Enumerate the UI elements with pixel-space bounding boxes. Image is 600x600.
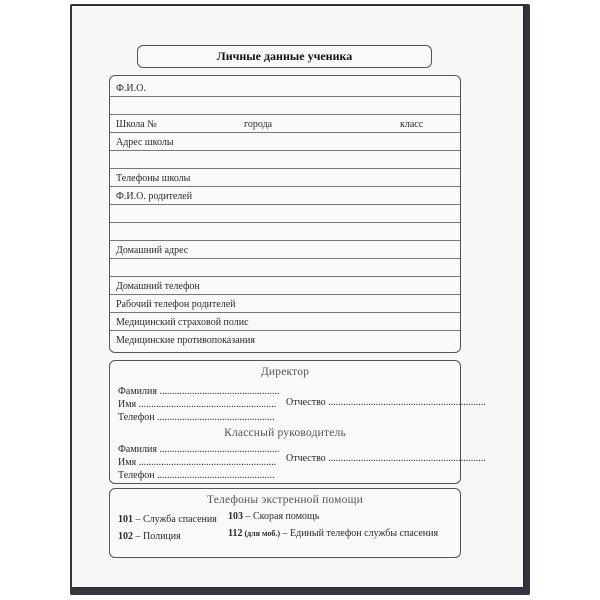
parents-fio-label: Ф.И.О. родителей (116, 191, 193, 202)
blank-row (110, 222, 460, 241)
blank-row (110, 258, 460, 277)
teacher-title: Классный руководитель (224, 427, 346, 439)
fio-label: Ф.И.О. (116, 83, 146, 94)
teacher-name: Имя ....................................................... (118, 457, 277, 468)
page-title: Личные данные ученика (137, 45, 432, 68)
blank-row (110, 204, 460, 223)
school-phones-label: Телефоны школы (116, 173, 191, 184)
insurance-row (110, 312, 460, 331)
insurance-label: Медицинский страховой полис (116, 317, 249, 328)
director-patronymic: Отчество ............................................................... (286, 397, 486, 408)
contraindications-row (110, 330, 460, 348)
director-surname: Фамилия ................................................ (118, 386, 280, 397)
school-no-label: Школа № (116, 119, 157, 130)
director-phone: Телефон ............................................... (118, 412, 275, 423)
home-address-label: Домашний адрес (116, 245, 189, 256)
director-name: Имя ....................................................... (118, 399, 277, 410)
teacher-surname: Фамилия ................................................ (118, 444, 280, 455)
parents-work-phone-label: Рабочий телефон родителей (116, 299, 236, 310)
emergency-item-102: 102 – Полиция (118, 531, 181, 542)
fio-row (110, 78, 460, 97)
emergency-item-101: 101 – Служба спасения (118, 514, 217, 525)
school-address-label: Адрес школы (116, 137, 174, 148)
notebook-page (72, 6, 523, 587)
blank-row (110, 96, 460, 115)
home-address-row (110, 240, 460, 259)
emergency-section (109, 488, 461, 558)
parents-work-phone-row (110, 294, 460, 313)
blank-row (110, 150, 460, 169)
director-section (109, 360, 486, 484)
parents-fio-row (110, 186, 460, 205)
school-phones-row (110, 168, 460, 187)
city-label: города (244, 119, 273, 130)
contraindications-label: Медицинские противопоказания (116, 335, 255, 346)
teacher-phone: Телефон ............................................... (118, 470, 275, 481)
teacher-patronymic: Отчество ............................................................... (286, 453, 486, 464)
home-phone-label: Домашний телефон (116, 281, 200, 292)
home-phone-row (110, 276, 460, 295)
emergency-title: Телефоны экстренной помощи (206, 494, 363, 506)
personal-data-section (109, 75, 461, 353)
emergency-item-103: 103 – Скорая помощь (228, 511, 320, 522)
school-address-row (110, 132, 460, 151)
class-label: класс (400, 119, 424, 130)
emergency-item-112: 112 (для моб.) – Единый телефон службы спасения (228, 528, 439, 539)
school-row (110, 114, 460, 133)
director-title: Директор (260, 366, 310, 378)
